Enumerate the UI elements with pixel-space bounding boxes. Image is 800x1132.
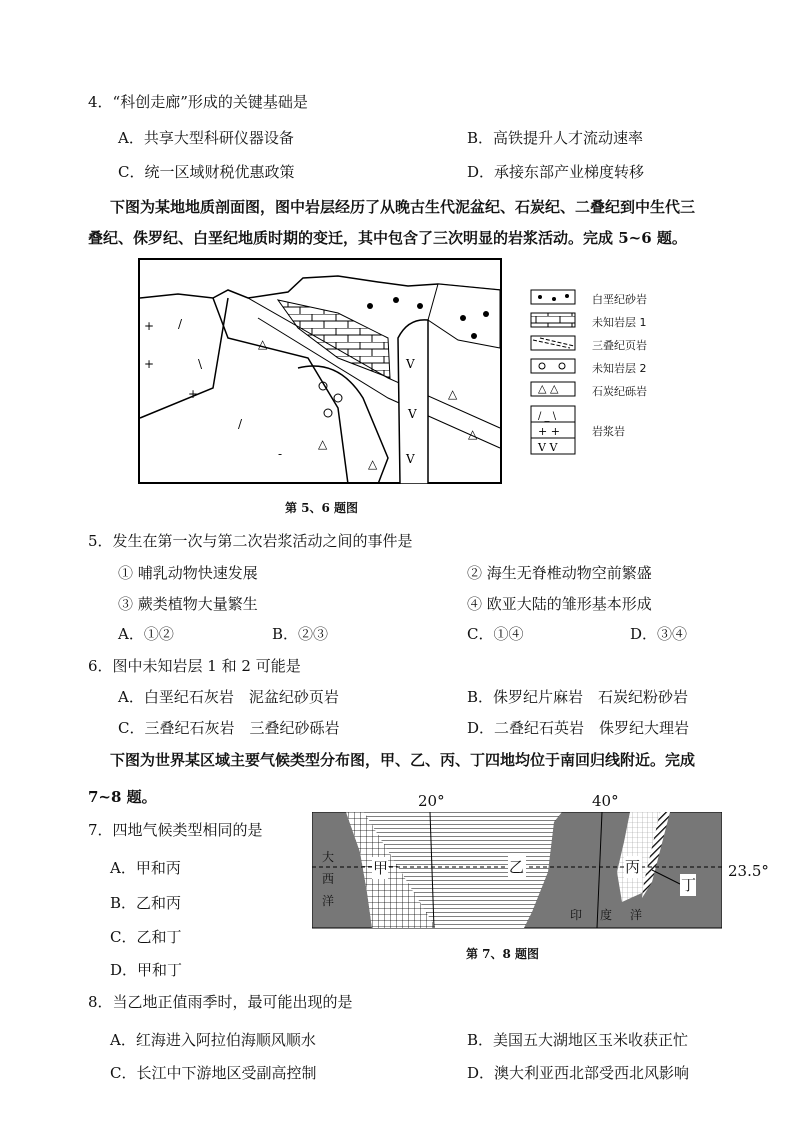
passage2-line1: 下图为世界某区域主要气候类型分布图，甲、乙、丙、丁四地均位于南回归线附近。完成 [110, 751, 696, 769]
q5-item-1: ① 哺乳动物快速发展 [118, 564, 258, 582]
svg-text:△: △ [318, 437, 328, 451]
q5-option-b: B．②③ [272, 625, 329, 643]
svg-text:△: △ [468, 427, 478, 441]
geologic-cross-section [138, 258, 502, 484]
q8-option-c: C．长江中下游地区受副高控制 [110, 1064, 317, 1082]
q5-item-4: ④ 欧亚大陆的雏形基本形成 [467, 595, 652, 613]
atlantic-2: 西 [322, 872, 335, 886]
q4-stem: 4．“科创走廊”形成的关键基础是 [88, 93, 308, 111]
q7-option-c: C．乙和丁 [110, 928, 182, 946]
legend-magmatic-rock: 岩浆岩 [592, 425, 625, 438]
legend-unknown-layer-2: 未知岩层 2 [592, 362, 647, 375]
legend-carboniferous-conglomerate: 石炭纪砾岩 [592, 385, 647, 398]
q5-stem: 5．发生在第一次与第二次岩浆活动之间的事件是 [88, 532, 413, 550]
q4-option-b: B．高铁提升人才流动速率 [467, 129, 644, 147]
q4-option-d: D．承接东部产业梯度转移 [467, 163, 645, 181]
indian-2: 度 [600, 908, 613, 922]
label-bing: 丙 [625, 858, 641, 876]
q4-option-a: A．共享大型科研仪器设备 [118, 129, 294, 147]
svg-text:△: △ [448, 387, 458, 401]
svg-text:/: / [178, 317, 183, 331]
legend-unknown-layer-1: 未知岩层 1 [592, 316, 647, 329]
atlantic-3: 洋 [322, 894, 335, 908]
svg-text:+: + [144, 319, 155, 333]
svg-text:V V: V V [538, 441, 558, 454]
q6-option-c: C．三叠纪石灰岩 三叠纪砂砾岩 [118, 719, 340, 737]
q6-option-a: A．白垩纪石灰岩 泥盆纪砂页岩 [118, 688, 339, 706]
atlantic-1: 大 [322, 850, 335, 864]
q5-item-3: ③ 蕨类植物大量繁生 [118, 595, 258, 613]
svg-text:\: \ [198, 357, 203, 371]
longitude-40: 40° [592, 792, 619, 810]
svg-text:△ △: △ △ [538, 382, 559, 395]
legend-triassic-shale: 三叠纪页岩 [592, 339, 647, 352]
svg-text:/ _ \: / _ \ [538, 411, 557, 422]
q7-option-a: A．甲和丙 [110, 859, 181, 877]
longitude-20: 20° [418, 792, 445, 810]
svg-text:+: + [188, 387, 199, 401]
svg-text:△: △ [258, 337, 268, 351]
svg-text:△: △ [368, 457, 378, 471]
passage2-line2: 7~8 题。 [88, 788, 157, 806]
figure1-caption: 第 5、6 题图 [285, 501, 359, 515]
label-ding: 丁 [681, 876, 697, 894]
q6-option-b: B．侏罗纪片麻岩 石炭纪粉砂岩 [467, 688, 689, 706]
passage1-line1: 下图为某地地质剖面图，图中岩层经历了从晚古生代泥盆纪、石炭纪、二叠纪到中生代三 [110, 198, 696, 216]
figure2-caption: 第 7、8 题图 [466, 947, 540, 961]
q7-option-d: D．甲和丁 [110, 961, 183, 979]
q5-option-a: A．①② [118, 625, 174, 643]
passage1-line2: 叠纪、侏罗纪、白垩纪地质时期的变迁，其中包含了三次明显的岩浆活动。完成 5~6 题。 [88, 229, 687, 247]
q8-option-b: B．美国五大湖地区玉米收获正忙 [467, 1031, 689, 1049]
svg-text:/: / [238, 417, 243, 431]
q8-option-d: D．澳大利亚西北部受西北风影响 [467, 1064, 690, 1082]
q7-option-b: B．乙和丙 [110, 894, 182, 912]
label-yi: 乙 [509, 858, 525, 876]
q8-stem: 8．当乙地正值雨季时，最可能出现的是 [88, 993, 353, 1011]
legend-swatches [530, 288, 580, 458]
svg-text:V: V [406, 357, 415, 371]
legend-cretaceous-sandstone: 白垩纪砂岩 [592, 293, 647, 306]
indian-3: 洋 [630, 908, 643, 922]
q8-option-a: A．红海进入阿拉伯海顺风顺水 [110, 1031, 316, 1049]
q4-option-c: C．统一区域财税优惠政策 [118, 163, 295, 181]
svg-text:+: + [144, 357, 155, 371]
q5-option-d: D．③④ [630, 625, 688, 643]
indian-1: 印 [570, 908, 583, 922]
label-jia: 甲 [373, 859, 389, 877]
svg-text:-: - [278, 447, 283, 461]
svg-text:V: V [406, 452, 415, 466]
q7-stem: 7．四地气候类型相同的是 [88, 821, 263, 839]
q5-option-c: C．①④ [467, 625, 524, 643]
q6-option-d: D．二叠纪石英岩 侏罗纪大理岩 [467, 719, 690, 737]
q6-stem: 6．图中未知岩层 1 和 2 可能是 [88, 657, 301, 675]
q5-item-2: ② 海生无脊椎动物空前繁盛 [467, 564, 652, 582]
svg-text:+ +: + + [538, 425, 560, 438]
latitude-23-5: 23.5° [728, 862, 769, 880]
svg-text:V: V [408, 407, 417, 421]
